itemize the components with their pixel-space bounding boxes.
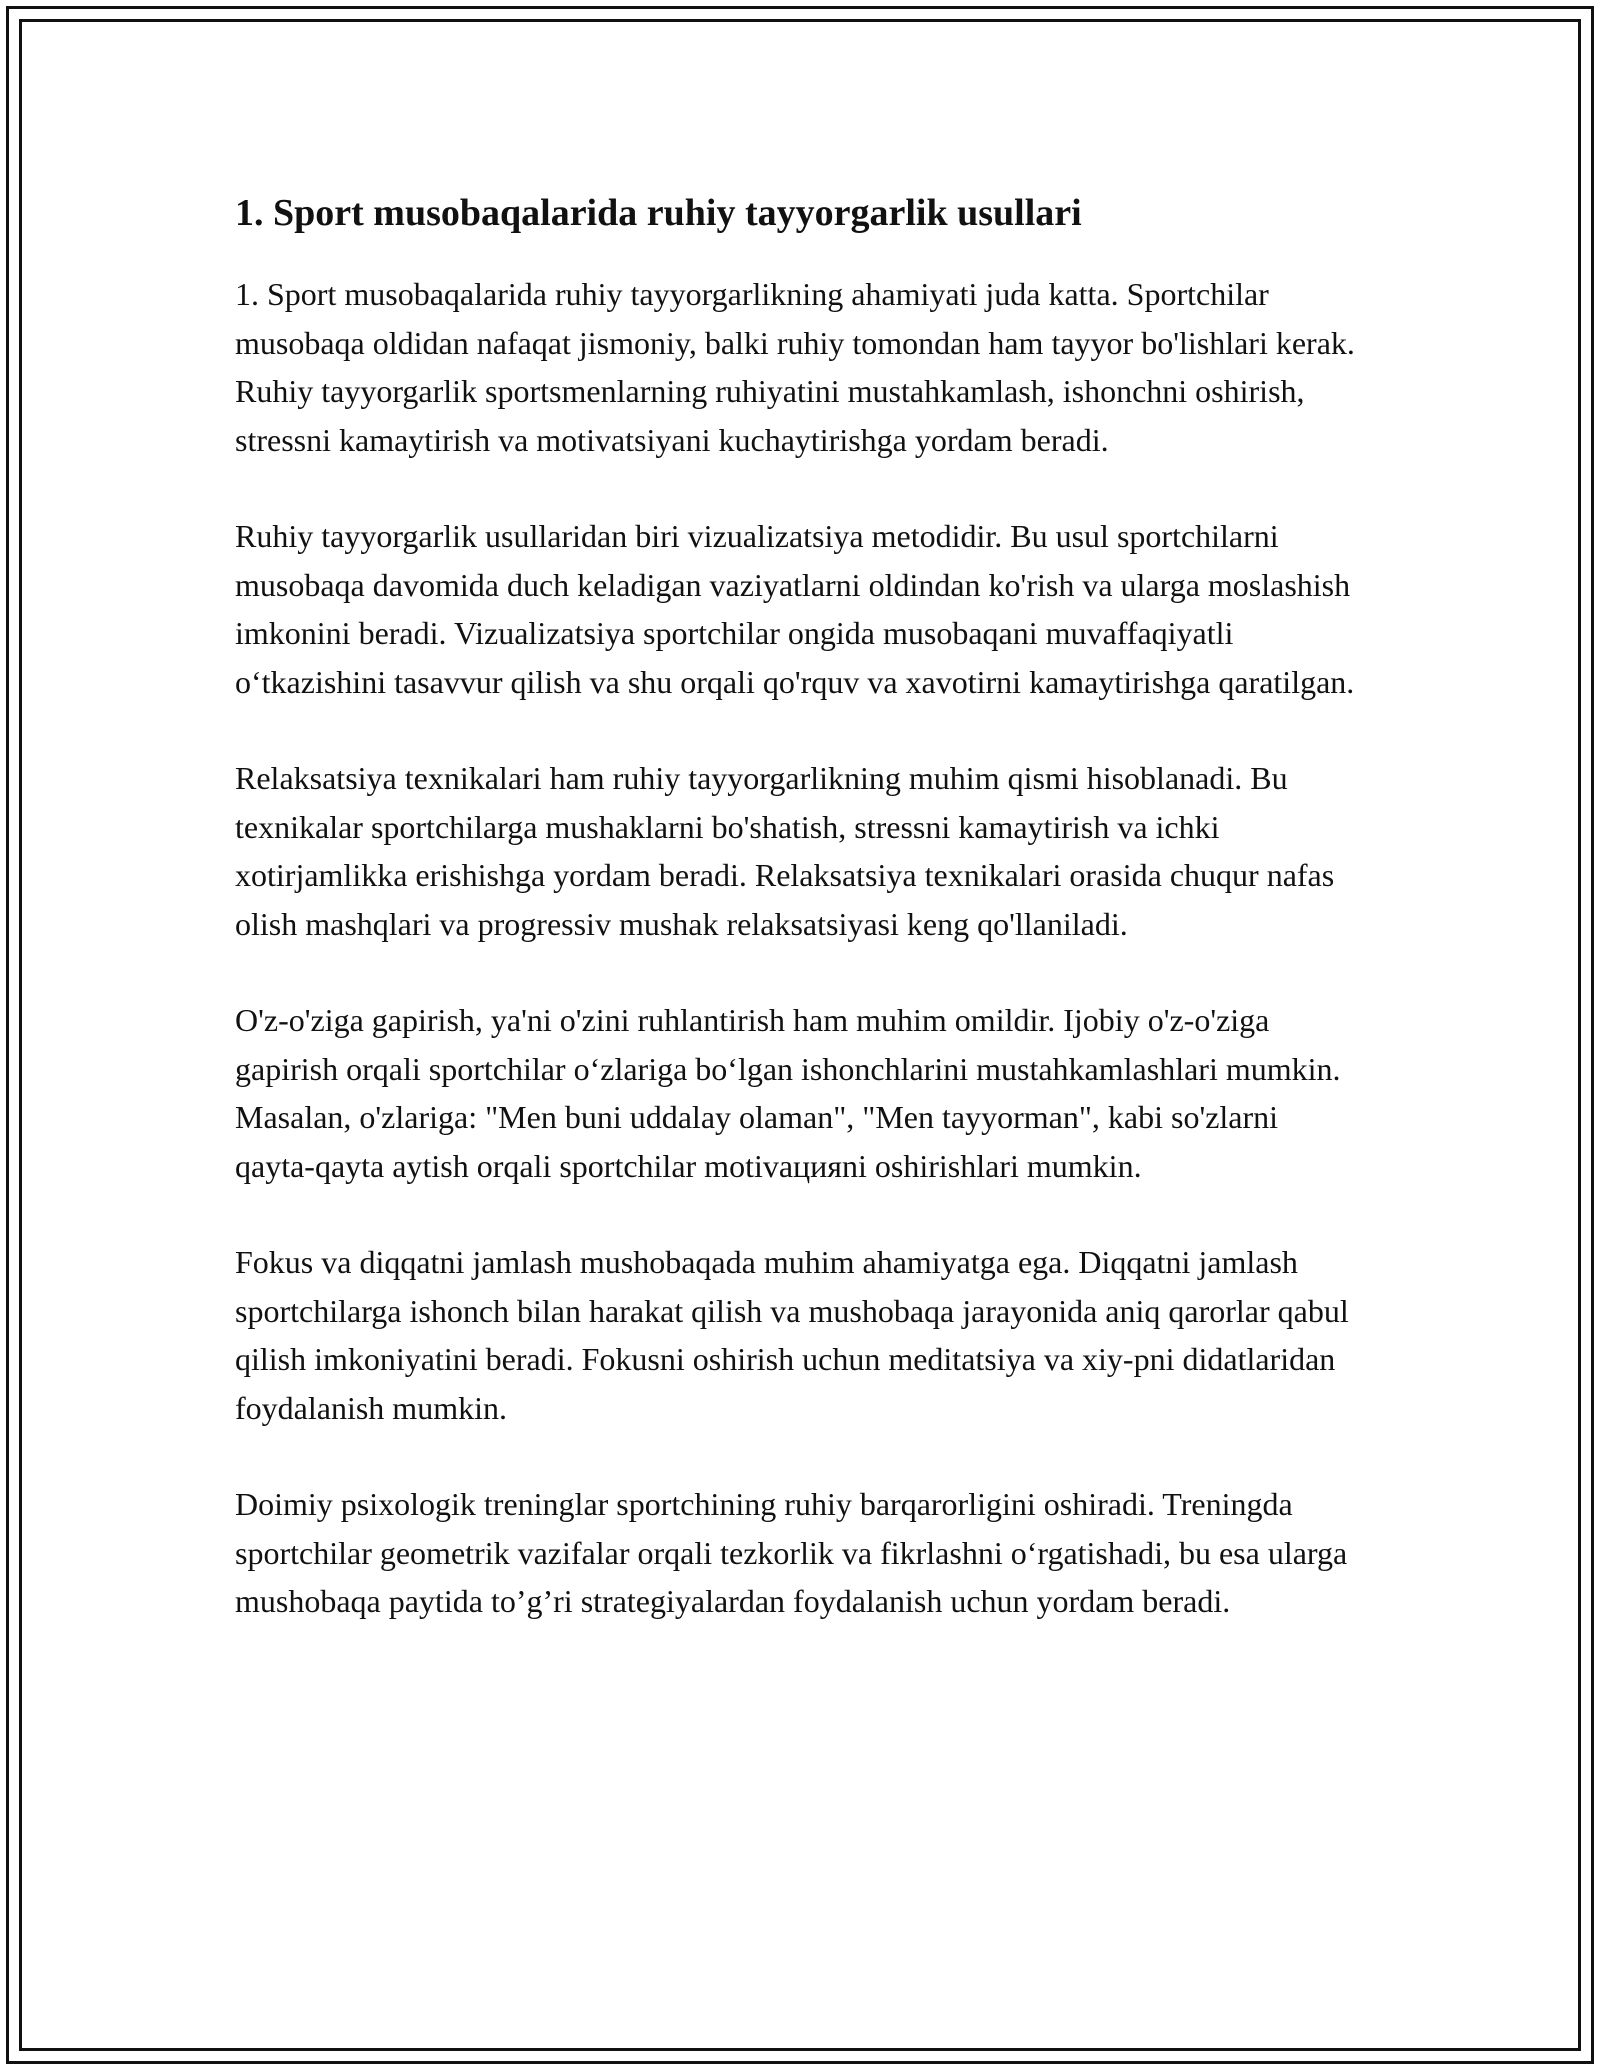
paragraph-importance: 1. Sport musobaqalarida ruhiy tayyorgarlikning ahamiyati juda katta. Sportchilar musobaqa oldidan nafaqat jismoniy, balki ruhiy tomondan ham tayyor bo'lishlari kerak. Ruhiy tayyorgarlik sportsmenlarning ruhiyatini mustahkamlash, ishonchni oshirish, stressni kamaytirish va motivatsiyani kuchaytirishga yordam beradi. <box>235 276 1355 458</box>
document-title: 1. Sport musobaqalarida ruhiy tayyorgarlik usullari <box>235 192 1082 234</box>
document-body <box>235 188 1365 1674</box>
paragraph-visualization: Ruhiy tayyorgarlik usullaridan biri vizualizatsiya metodidir. Bu usul sportchilarni musobaqa davomida duch keladigan vaziyatlarni oldindan ko'rish va ularga moslashish imkonini beradi. Vizualizatsiya sportchilar ongida musobaqani muvaffaqiyatli o‘tkazishini tasavvur qilish va shu orqali qo'rquv va xavotirni kamaytirishga qaratilgan. <box>235 518 1355 700</box>
paragraph-psychological-training: Doimiy psixologik treninglar sportchining ruhiy barqarorligini oshiradi. Treningda sportchilar geometrik vazifalar orqali tezkorlik va fikrlashni o‘rgatishadi, bu esa ularga mushobaqa paytida to’g’ri strategiyalardan foydalanish uchun yordam beradi. <box>235 1486 1348 1619</box>
paragraph-self-talk: O'z-o'ziga gapirish, ya'ni o'zini ruhlantirish ham muhim omildir. Ijobiy o'z-o'ziga gapirish orqali sportchilar o‘zlariga bo‘lgan ishonchlarini mustahkamlashlari mumkin. Masalan, o'zlariga: "Men buni uddalay olaman", "Men tayyorman", kabi so'zlarni qayta-qayta aytish orqali sportchilar motivaцияni oshirishlari mumkin. <box>235 1002 1341 1184</box>
paragraph-focus: Fokus va diqqatni jamlash mushobaqada muhim ahamiyatga ega. Diqqatni jamlash sportchilarga ishonch bilan harakat qilish va mushobaqa jarayonida aniq qarorlar qabul qilish imkoniyatini beradi. Fokusni oshirish uchun meditatsiya va xiy-pni didatlaridan foydalanish mumkin. <box>235 1244 1349 1426</box>
paragraph-relaxation: Relaksatsiya texnikalari ham ruhiy tayyorgarlikning muhim qismi hisoblanadi. Bu texnikalar sportchilarga mushaklarni bo'shatish, stressni kamaytirish va ichki xotirjamlikka erishishga yordam beradi. Relaksatsiya texnikalari orasida chuqur nafas olish mashqlari va progressiv mushak relaksatsiyasi keng qo'llaniladi. <box>235 760 1335 942</box>
